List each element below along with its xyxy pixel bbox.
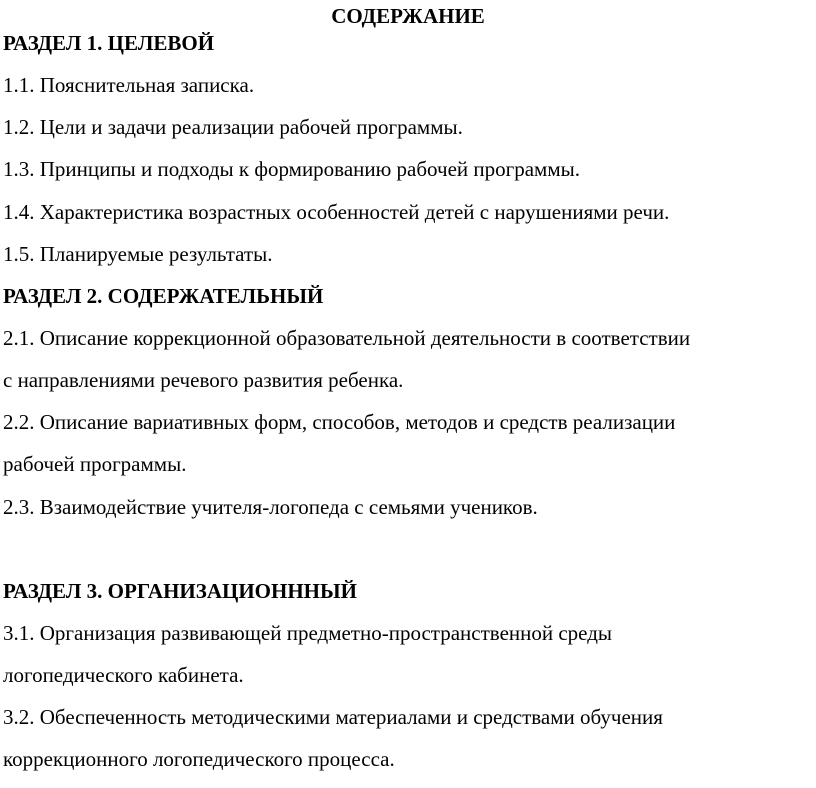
section-3-heading: РАЗДЕЛ 3. ОРГАНИЗАЦИОНННЫЙ [3,579,357,603]
toc-item-2-2-line-1: 2.2. Описание вариативных форм, способов, методов и средств реализации [3,410,676,434]
toc-item-1-3: 1.3. Принципы и подходы к формированию рабочей программы. [3,157,580,181]
section-2-heading: РАЗДЕЛ 2. СОДЕРЖАТЕЛЬНЫЙ [3,284,324,308]
toc-item-1-1: 1.1. Пояснительная записка. [3,73,255,97]
toc-item-1-2: 1.2. Цели и задачи реализации рабочей программы. [3,115,463,139]
toc-item-3-2-line-2: коррекционного логопедического процесса. [3,747,395,771]
toc-item-3-1-line-1: 3.1. Организация развивающей предметно-пространственной среды [3,621,613,645]
toc-item-1-5: 1.5. Планируемые результаты. [3,242,273,266]
toc-item-2-3: 2.3. Взаимодействие учителя-логопеда с семьями учеников. [3,495,538,519]
toc-item-1-4: 1.4. Характеристика возрастных особенностей детей с нарушениями речи. [3,200,670,224]
toc-item-2-1-line-2: с направлениями речевого развития ребенка. [3,368,404,392]
toc-item-3-1-line-2: логопедического кабинета. [3,663,244,687]
section-1-heading: РАЗДЕЛ 1. ЦЕЛЕВОЙ [3,31,215,55]
toc-item-3-2-line-1: 3.2. Обеспеченность методическими материалами и средствами обучения [3,705,663,729]
toc-item-2-1-line-1: 2.1. Описание коррекционной образовательной деятельности в соответствии [3,326,691,350]
page-title: СОДЕРЖАНИЕ [331,4,485,28]
toc-item-2-2-line-2: рабочей программы. [3,452,187,476]
